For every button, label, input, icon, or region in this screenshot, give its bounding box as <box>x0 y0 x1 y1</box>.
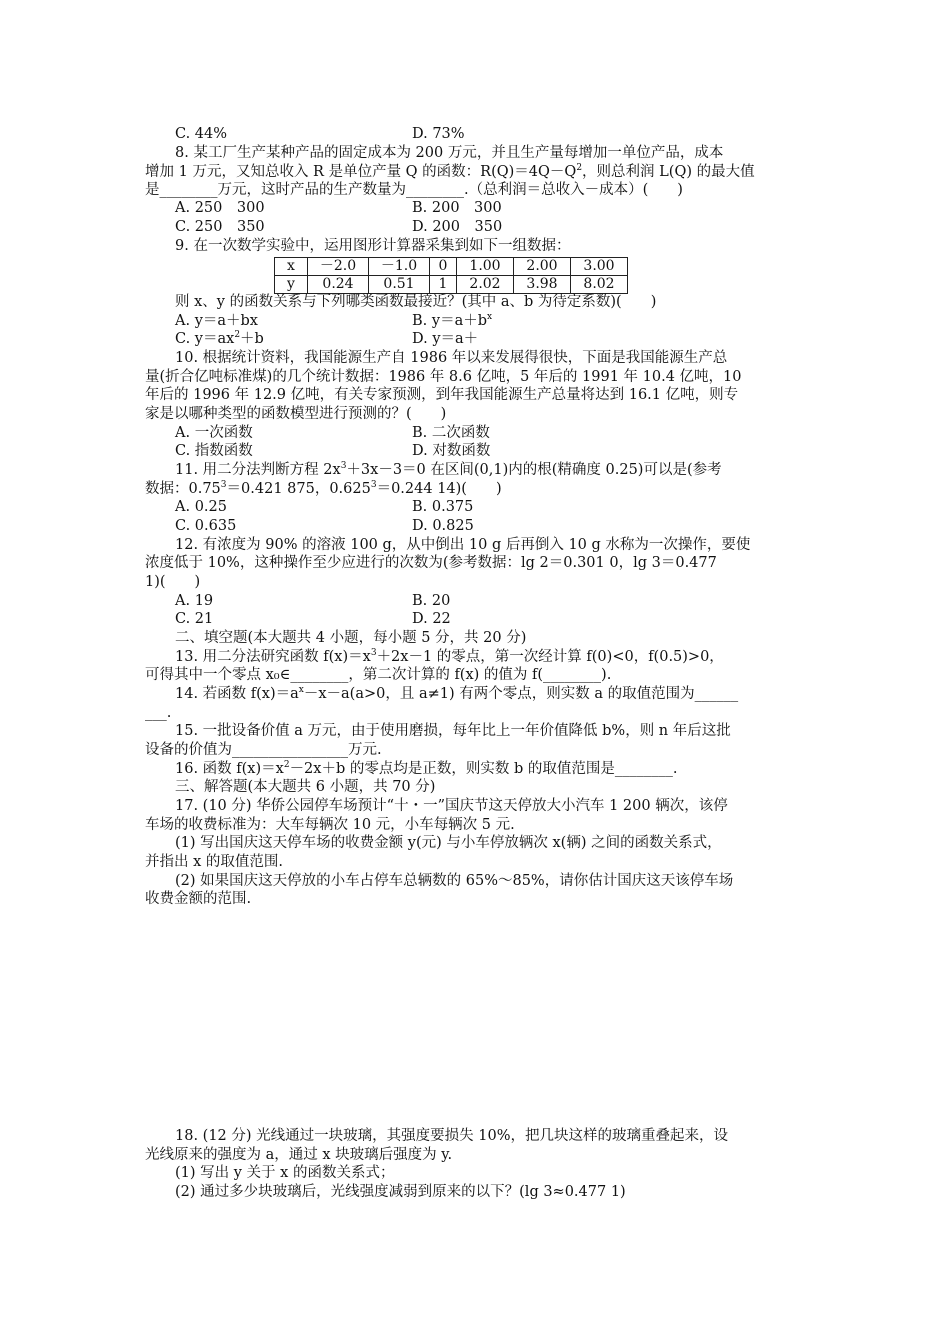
q10-option-b: B. 二次函数 <box>412 425 490 441</box>
q11-stem-line1: 11. 用二分法判断方程 $2x^3+3x-3=0$ 在区间(0,1)内的根(精确度 0.25)可以是(参考 <box>175 461 722 478</box>
q18-part1: (1) 写出 y 关于 x 的函数关系式； <box>175 1165 395 1181</box>
table-cell: 3.98 <box>514 276 571 294</box>
q10-option-a: A. 一次函数 <box>175 425 253 441</box>
q8-option-c: C. 250 350 <box>175 219 265 235</box>
q8-option-b: B. 200 300 <box>412 200 502 216</box>
q16-stem: 16. 函数 $f(x)=x^2-2x+b$ 的零点均是正数，则实数 b 的取值范围是________. <box>175 760 678 777</box>
q11-stem-line2: 数据：$0.75^3=0.421$ 875，$0.625^3=0.244$ 14)( ) <box>145 480 502 497</box>
table-row <box>275 276 628 294</box>
table-cell: 8.02 <box>571 276 628 294</box>
q18-stem-line2: 光线原来的强度为 a，通过 x 块玻璃后强度为 y. <box>145 1147 453 1163</box>
q10-option-d: D. 对数函数 <box>412 443 491 459</box>
q7-option-d: D. 73% <box>412 126 465 142</box>
q17-part2-line1: (2) 如果国庆这天停放的小车占停车总辆数的 65%～85%，请你估计国庆这天该停车场 <box>175 873 734 889</box>
q8-stem-line1: 8. 某工厂生产某种产品的固定成本为 200 万元，并且生产量每增加一单位产品，成本 <box>175 145 724 161</box>
q17-part2-line2: 收费金额的范围. <box>145 891 252 907</box>
q13-stem-line1: 13. 用二分法研究函数 $f(x)=x^3+2x-1$ 的零点，第一次经计算 f(0)<0，f(0.5)>0， <box>175 648 724 665</box>
section-2-heading: 二、填空题(本大题共 4 小题，每小题 5 分，共 20 分) <box>175 630 527 646</box>
q12-option-d: D. 22 <box>412 611 451 627</box>
q9-option-b: B. $y=a+b^x$ <box>412 312 493 329</box>
table-cell: y <box>275 276 308 294</box>
q18-part2: (2) 通过多少块玻璃后，光线强度减弱到原来的以下？(lg 3≈0.477 1) <box>175 1184 626 1200</box>
q9-option-c: C. $y=ax^2+b$ <box>175 330 264 347</box>
q11-option-b: B. 0.375 <box>412 499 474 515</box>
q8-stem-line3: 是________万元，这时产品的生产数量为________.（总利润＝总收入－成本）( ) <box>145 182 683 198</box>
table-cell: 2.02 <box>457 276 514 294</box>
q12-stem-line1: 12. 有浓度为 90% 的溶液 100 g，从中倒出 10 g 后再倒入 10 g 水称为一次操作，要使 <box>175 537 751 553</box>
table-cell: －2.0 <box>308 258 369 276</box>
q10-option-c: C. 指数函数 <box>175 443 253 459</box>
q15-stem-line1: 15. 一批设备价值 a 万元，由于使用磨损，每年比上一年价值降低 b%，则 n 年后这批 <box>175 723 731 739</box>
q17-stem-line2: 车场的收费标准为：大车每辆次 10 元，小车每辆次 5 元. <box>145 817 515 833</box>
table-row <box>275 258 628 276</box>
table-cell: x <box>275 258 308 276</box>
q12-stem-line3: 1)( ) <box>145 574 201 590</box>
q8-stem-line2: 增加 1 万元，又知总收入 R 是单位产量 Q 的函数：$R(Q)=4Q-Q^2$，则总利润 L(Q) 的最大值 <box>145 163 755 180</box>
q11-option-d: D. 0.825 <box>412 518 474 534</box>
q11-option-a: A. 0.25 <box>175 499 227 515</box>
table-cell: 2.00 <box>514 258 571 276</box>
q14-stem-line1: 14. 若函数 $f(x)=a^x-x-a(a>0$，且 a≠1) 有两个零点，则实数 a 的取值范围为______ <box>175 685 739 702</box>
q17-stem-line1: 17. (10 分) 华侨公园停车场预计“十・一”国庆节这天停放大小汽车 1 200 辆次，该停 <box>175 798 728 814</box>
q9-option-d: D. y＝a＋ <box>412 331 479 347</box>
table-cell: 3.00 <box>571 258 628 276</box>
q12-stem-line2: 浓度低于 10%，这种操作至少应进行的次数为(参考数据：lg 2＝0.301 0，lg 3＝0.477 <box>145 555 717 571</box>
q9-question: 则 x、y 的函数关系与下列哪类函数最接近？(其中 a、b 为待定系数)( ) <box>175 294 657 310</box>
q17-part1-line2: 并指出 x 的取值范围. <box>145 854 284 870</box>
q18-stem-line1: 18. (12 分) 光线通过一块玻璃，其强度要损失 10%，把几块这样的玻璃重叠起来，设 <box>175 1128 728 1144</box>
q12-option-b: B. 20 <box>412 593 451 609</box>
q9-data-table <box>274 257 628 294</box>
table-cell: 1 <box>430 276 457 294</box>
q13-stem-line2: 可得其中一个零点 x₀∈________，第二次计算的 f(x) 的值为 f(________). <box>145 667 612 683</box>
q14-stem-line2: ___. <box>145 705 172 721</box>
table-cell: 0.24 <box>308 276 369 294</box>
q10-stem-line4: 家是以哪种类型的函数模型进行预测的？( ) <box>145 406 447 422</box>
q9-option-a: A. y＝a＋bx <box>175 313 258 329</box>
table-cell: －1.0 <box>369 258 430 276</box>
q17-part1-line1: (1) 写出国庆这天停车场的收费金额 y(元) 与小车停放辆次 x(辆) 之间的函数关系式， <box>175 835 722 851</box>
table-cell: 0.51 <box>369 276 430 294</box>
table-cell: 1.00 <box>457 258 514 276</box>
section-3-heading: 三、解答题(本大题共 6 小题，共 70 分) <box>175 779 436 795</box>
q9-stem: 9. 在一次数学实验中，运用图形计算器采集到如下一组数据： <box>175 238 571 254</box>
table-cell: 0 <box>430 258 457 276</box>
q11-option-c: C. 0.635 <box>175 518 237 534</box>
q10-stem-line1: 10. 根据统计资料，我国能源生产自 1986 年以来发展得很快，下面是我国能源生产总 <box>175 350 728 366</box>
q7-option-c: C. 44% <box>175 126 228 142</box>
q12-option-a: A. 19 <box>175 593 214 609</box>
q12-option-c: C. 21 <box>175 611 214 627</box>
q15-stem-line2: 设备的价值为________________万元. <box>145 742 382 758</box>
q10-stem-line3: 年后的 1996 年 12.9 亿吨，有关专家预测，到年我国能源生产总量将达到 16.1 亿吨，则专 <box>145 387 739 403</box>
q8-option-d: D. 200 350 <box>412 219 503 235</box>
q10-stem-line2: 量(折合亿吨标准煤)的几个统计数据：1986 年 8.6 亿吨，5 年后的 1991 年 10.4 亿吨，10 <box>145 369 742 385</box>
q8-option-a: A. 250 300 <box>175 200 265 216</box>
